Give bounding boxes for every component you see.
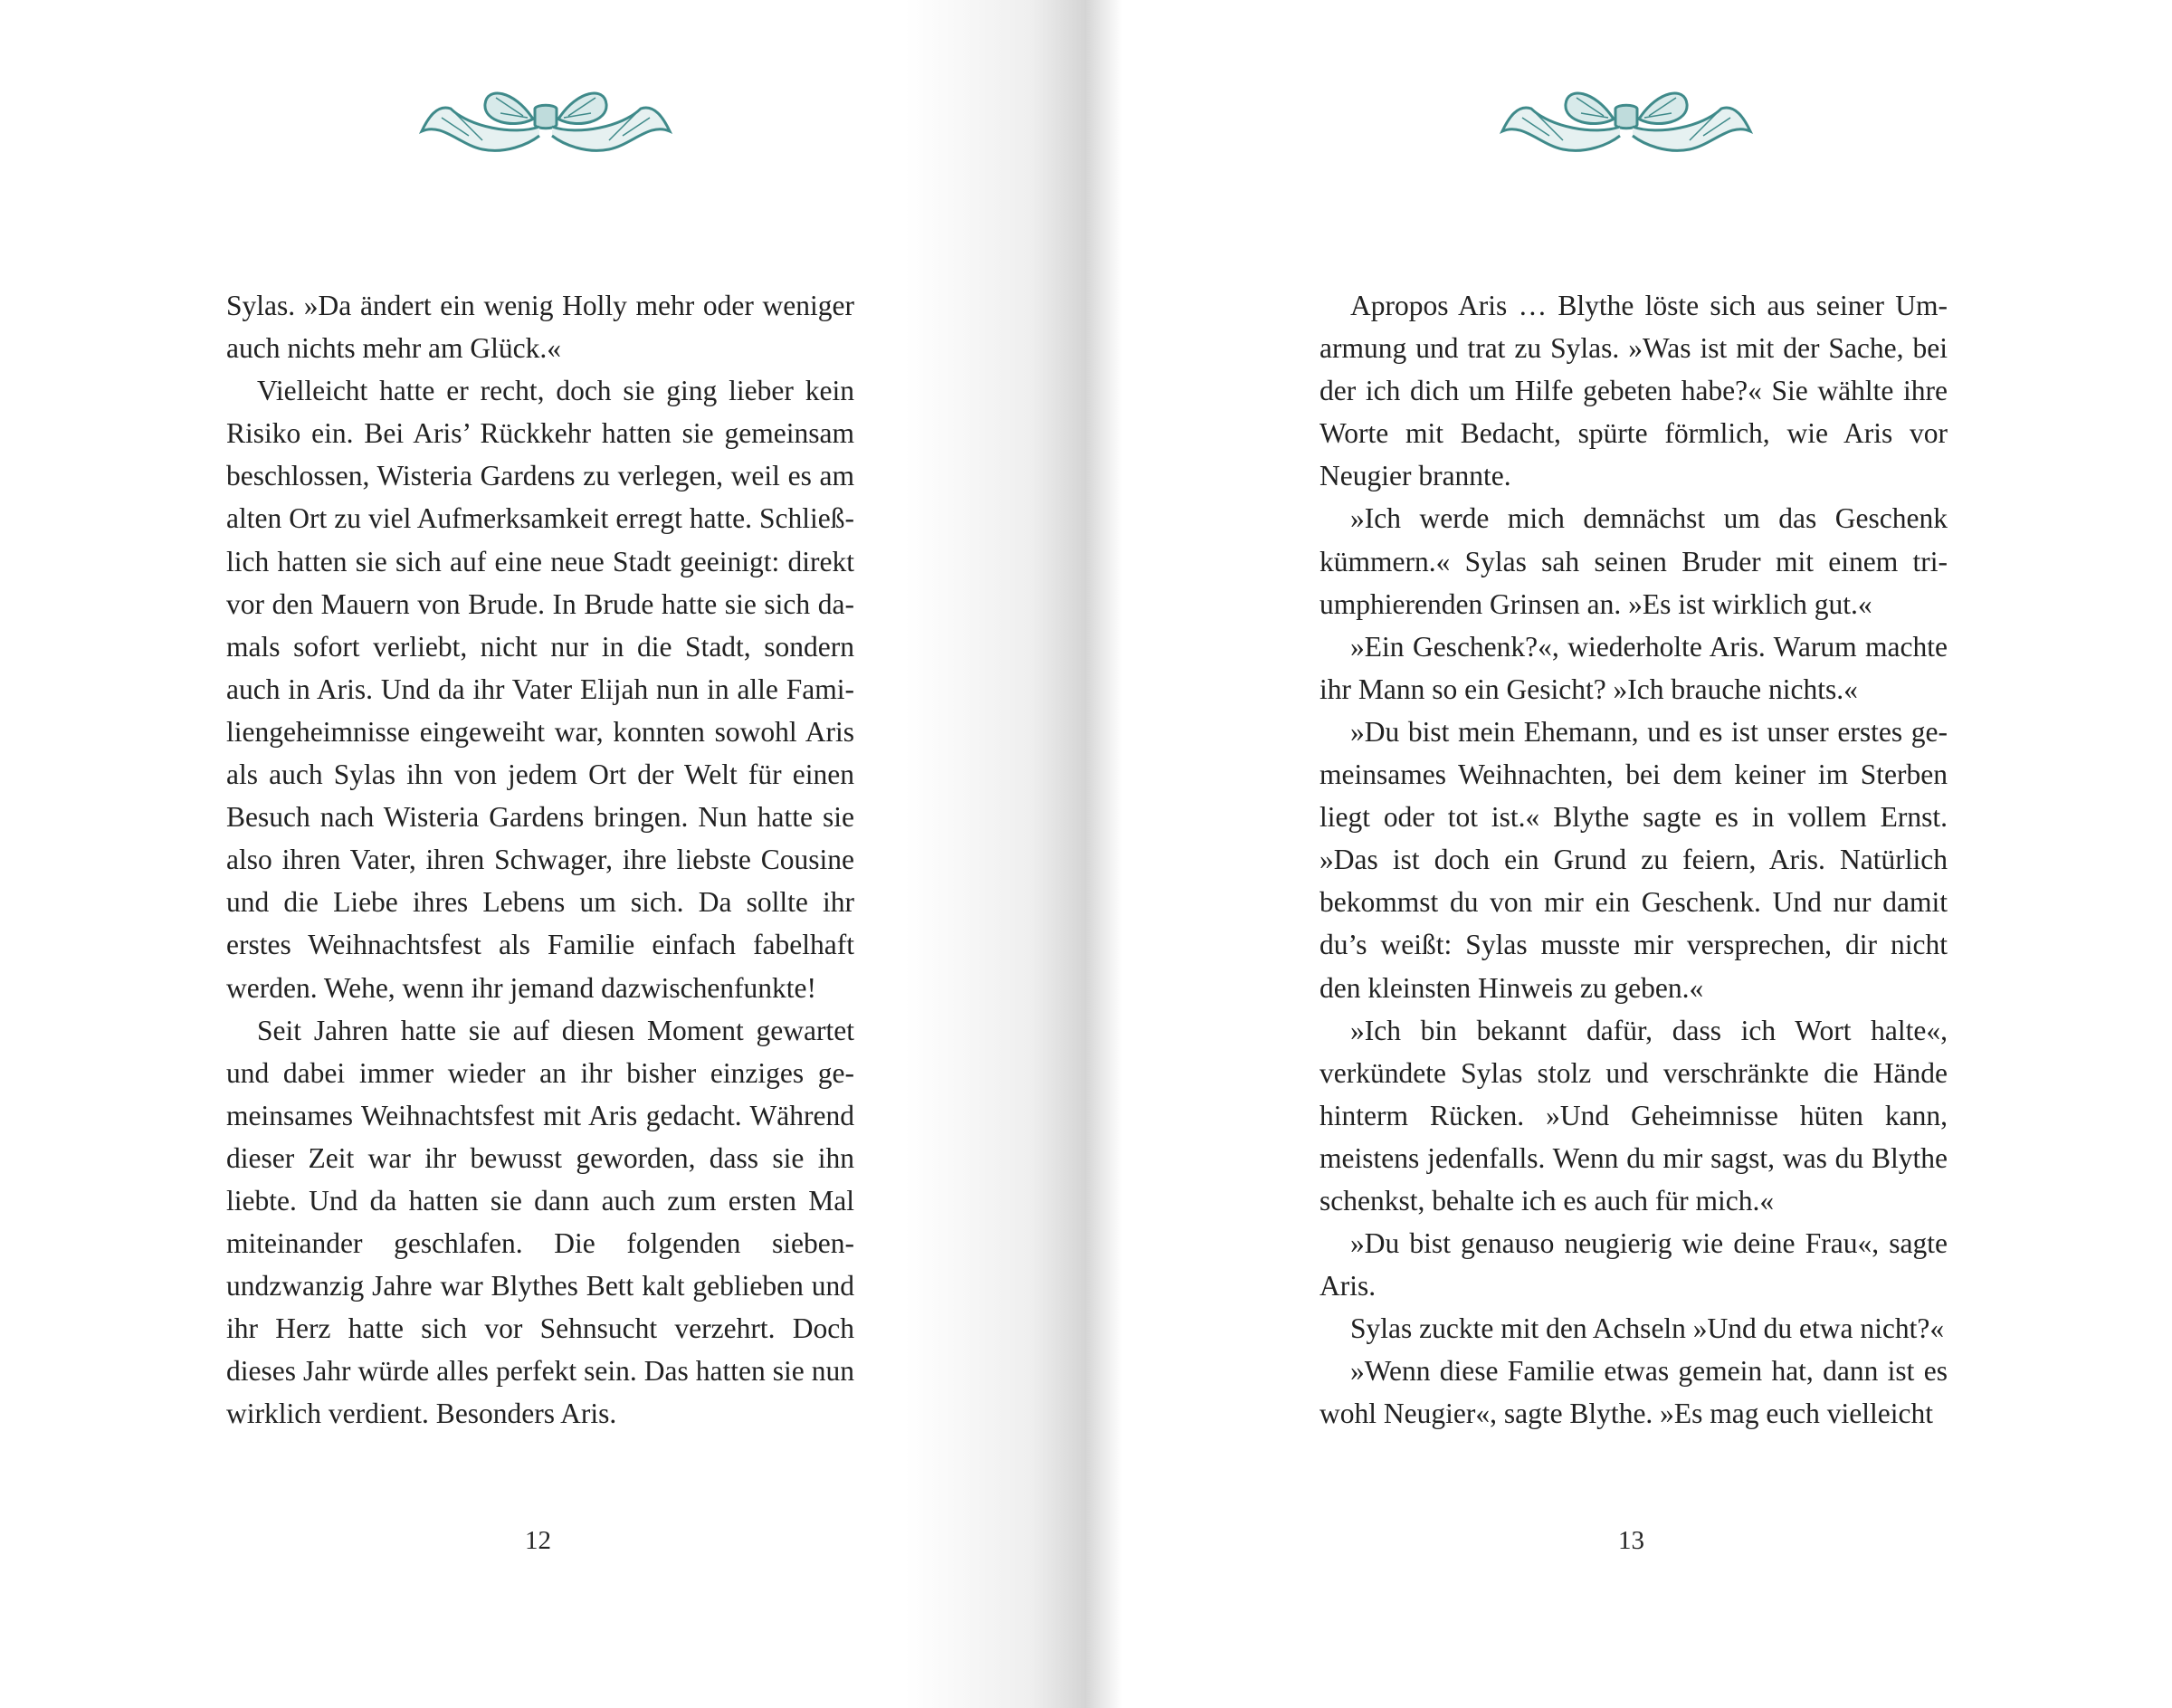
paragraph: »Ich bin bekannt dafür, dass ich Wort halte«, verkündete Sylas stolz und verschränkte die Hände hinterm Rücken. »Und Geheimnisse hüten kann, meistens jedenfalls. Wenn du mir sagst, was du Blythe schenkst, behalte ich es auch für mich.« xyxy=(1319,1014,1948,1217)
paragraph: »Ein Geschenk?«, wiederholte Aris. Warum machte ihr Mann so ein Gesicht? »Ich brauche nichts.« xyxy=(1319,630,1948,705)
paragraph: Sylas. »Da ändert ein wenig Holly mehr oder weniger auch nichts mehr am Glück.« xyxy=(226,290,854,365)
right-page-text xyxy=(1319,284,1948,1436)
right-page xyxy=(1086,0,2172,1708)
paragraph: Vielleicht hatte er recht, doch sie ging lieber kein Risiko ein. Bei Aris’ Rückkehr hatten sie gemeinsam beschlossen, Wisteria Gardens zu verlegen, weil es am alten Ort zu viel Aufmerksamkeit erregt hatte. Schließlich hatten sie sich auf eine neue Stadt geeinigt: direkt vor den Mauern von Brude. In Brude hatte sie sich damals sofort verliebt, nicht nur in die Stadt, sondern auch in Aris. Und da ihr Vater Elijah nun in alle Familiengeheimnisse eingeweiht war, konnten sowohl Aris als auch Sylas ihn von jedem Ort der Welt für einen Besuch nach Wisteria Gardens bringen. Nun hatte sie also ihren Vater, ihren Schwager, ihre liebste Cousine und die Liebe ihres Lebens um sich. Da sollte ihr erstes Weihnachtsfest als Familie einfach fabelhaft werden. Wehe, wenn ihr jemand dazwischenfunkte! xyxy=(226,375,854,1004)
paragraph: »Ich werde mich demnächst um das Geschenk kümmern.« Sylas sah seinen Bruder mit einem triumphierenden Grinsen an. »Es ist wirklich gut.« xyxy=(1319,502,1948,620)
ribbon-bow-icon xyxy=(414,63,677,181)
paragraph: »Du bist mein Ehemann, und es ist unser erstes gemeinsames Weihnachten, bei dem keiner im Sterben liegt oder tot ist.« Blythe sagte es in vollem Ernst. »Das ist doch ein Grund zu feiern, Aris. Natürlich bekommst du von mir ein Geschenk. Und nur damit du’s weißt: Sylas musste mir versprechen, dir nicht den kleinsten Hinweis zu geben.« xyxy=(1319,715,1948,1004)
page-number: 12 xyxy=(525,1526,551,1555)
page-number: 13 xyxy=(1618,1526,1644,1555)
ribbon-bow-icon xyxy=(1495,63,1758,181)
paragraph: Apropos Aris … Blythe löste sich aus seiner Umarmung und trat zu Sylas. »Was ist mit der Sache, bei der ich dich um Hilfe gebeten habe?« Sie wählte ihre Worte mit Bedacht, spürte förmlich, wie Aris vor Neugier brannte. xyxy=(1319,290,1948,492)
paragraph: Seit Jahren hatte sie auf diesen Moment gewartet und dabei immer wieder an ihr bisher einziges gemeinsames Weihnachtsfest mit Aris gedacht. Während dieser Zeit war ihr bewusst geworden, dass sie ihn liebte. Und da hatten sie dann auch zum ersten Mal miteinander geschlafen. Die folgenden siebenundzwanzig Jahre war Blythes Bett kalt geblieben und ihr Herz hatte sich vor Sehnsucht verzehrt. Doch dieses Jahr würde alles perfekt sein. Das hatten sie nun wirklich verdient. Besonders Aris. xyxy=(226,1014,854,1430)
left-page-text xyxy=(226,284,854,1436)
paragraph: »Wenn diese Familie etwas gemein hat, dann ist es wohl Neugier«, sagte Blythe. »Es mag euch vielleicht xyxy=(1319,1355,1948,1430)
paragraph: Sylas zuckte mit den Achseln »Und du etwa nicht?« xyxy=(1350,1312,1945,1345)
paragraph: »Du bist genauso neugierig wie deine Frau«, sagte Aris. xyxy=(1319,1227,1948,1302)
